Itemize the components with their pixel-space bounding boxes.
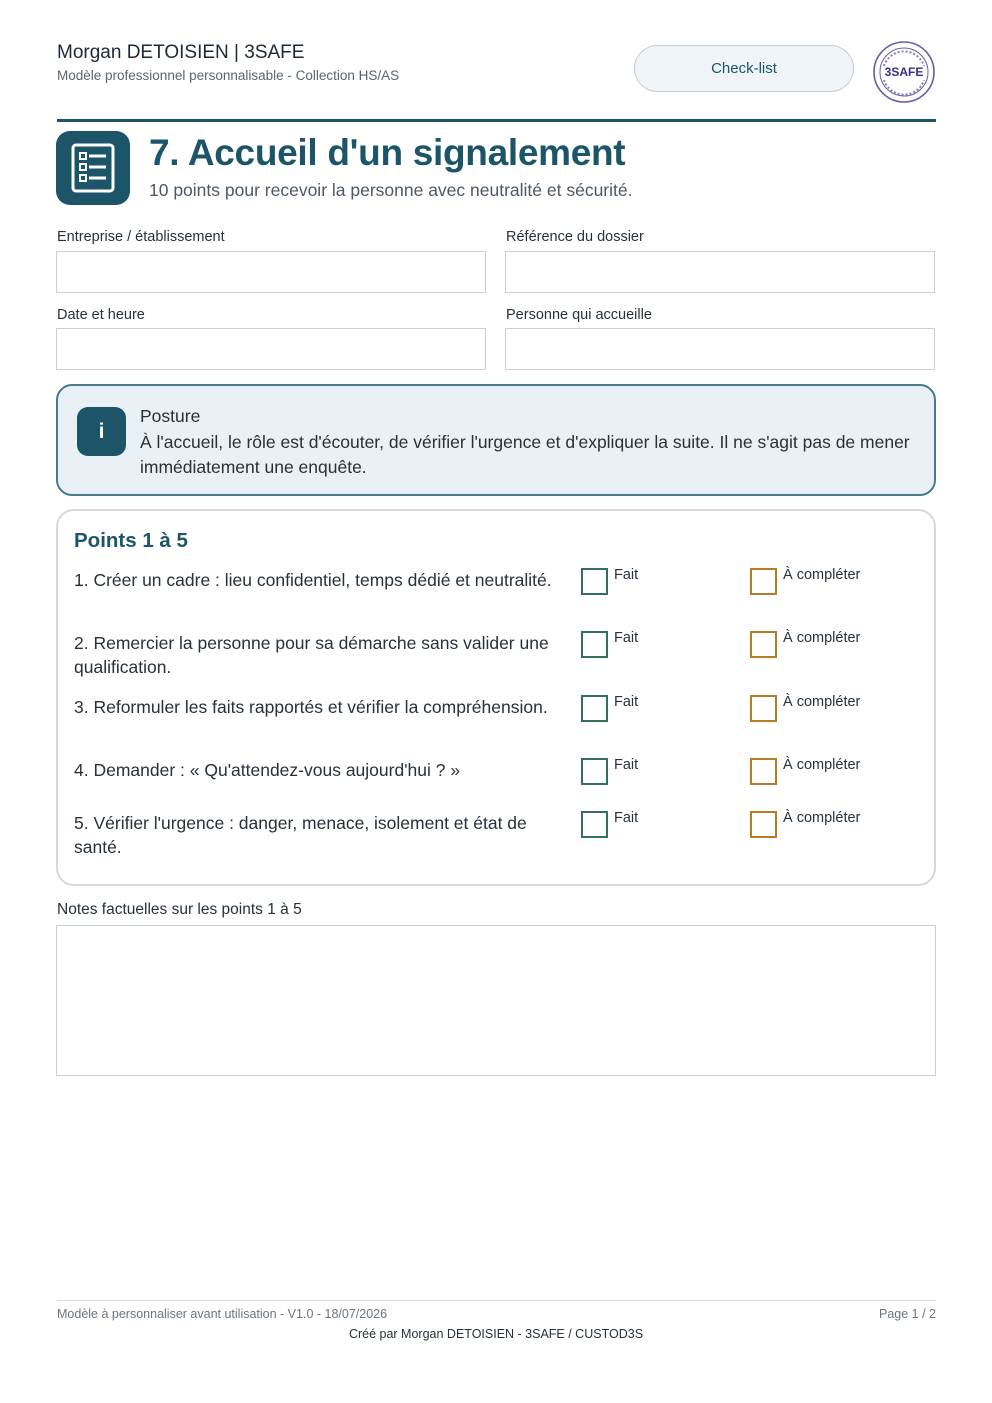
points-title: Points 1 à 5 <box>74 529 188 552</box>
todo-label: À compléter <box>783 757 861 773</box>
item-text: 5. Vérifier l'urgence : danger, menace, isolement et état de santé. <box>74 813 527 857</box>
todo-checkbox[interactable] <box>750 758 777 785</box>
collection-subtitle: Modèle professionnel personnalisable - Collection HS/AS <box>57 68 400 83</box>
done-checkbox[interactable] <box>581 631 608 658</box>
todo-label: À compléter <box>783 810 861 826</box>
info-text: À l'accueil, le rôle est d'écouter, de vérifier l'urgence et d'expliquer la suite. Il ne s'agit pas de mener immédiatement une enquête. <box>140 432 910 477</box>
3safe-seal-logo <box>872 40 936 104</box>
todo-label: À compléter <box>783 630 861 646</box>
datetime-field[interactable] <box>56 328 486 370</box>
done-checkbox[interactable] <box>581 568 608 595</box>
host-field[interactable] <box>505 328 935 370</box>
done-label: Fait <box>614 630 639 646</box>
datetime-label: Date et heure <box>57 307 145 323</box>
points-card <box>56 509 936 886</box>
todo-checkbox[interactable] <box>750 631 777 658</box>
company-field[interactable] <box>56 251 486 293</box>
todo-checkbox[interactable] <box>750 568 777 595</box>
reference-field[interactable] <box>505 251 935 293</box>
page-header <box>57 40 936 122</box>
info-title: Posture <box>140 406 201 426</box>
page-subtitle: 10 points pour recevoir la personne avec neutralité et sécurité. <box>149 180 633 200</box>
todo-label: À compléter <box>783 567 861 583</box>
done-checkbox[interactable] <box>581 695 608 722</box>
footer-credit: Créé par Morgan DETOISIEN - 3SAFE / CUSTOD3S <box>348 1327 644 1341</box>
item-text: 3. Reformuler les faits rapportés et vérifier la compréhension. <box>74 697 548 717</box>
checklist-icon <box>56 131 130 205</box>
done-label: Fait <box>614 567 639 583</box>
done-label: Fait <box>614 757 639 773</box>
done-label: Fait <box>614 694 639 710</box>
page-title: 7. Accueil d'un signalement <box>149 132 626 173</box>
footer-divider <box>57 1300 936 1301</box>
company-label: Entreprise / établissement <box>57 229 225 245</box>
todo-label: À compléter <box>783 694 861 710</box>
todo-checkbox[interactable] <box>750 811 777 838</box>
notes-label: Notes factuelles sur les points 1 à 5 <box>57 901 302 918</box>
svg-text:3SAFE: 3SAFE <box>884 65 924 79</box>
todo-checkbox[interactable] <box>750 695 777 722</box>
author-name: Morgan DETOISIEN | 3SAFE <box>57 42 305 63</box>
posture-info-box <box>56 384 936 496</box>
item-text: 4. Demander : « Qu'attendez-vous aujourd'hui ? » <box>74 760 461 780</box>
notes-field[interactable] <box>56 925 936 1076</box>
done-checkbox[interactable] <box>581 758 608 785</box>
done-label: Fait <box>614 810 639 826</box>
checklist-badge[interactable]: Check-list <box>634 45 854 92</box>
item-text: 1. Créer un cadre : lieu confidentiel, temps dédié et neutralité. <box>74 570 552 590</box>
page-number: Page 1 / 2 <box>879 1307 936 1321</box>
header-divider <box>57 119 936 122</box>
reference-label: Référence du dossier <box>506 229 644 245</box>
item-text: 2. Remercier la personne pour sa démarche sans valider une qualification. <box>74 633 549 677</box>
host-label: Personne qui accueille <box>506 307 652 323</box>
done-checkbox[interactable] <box>581 811 608 838</box>
footer-version: Modèle à personnaliser avant utilisation - V1.0 - 18/07/2026 <box>57 1307 388 1321</box>
info-icon: i <box>77 407 126 456</box>
